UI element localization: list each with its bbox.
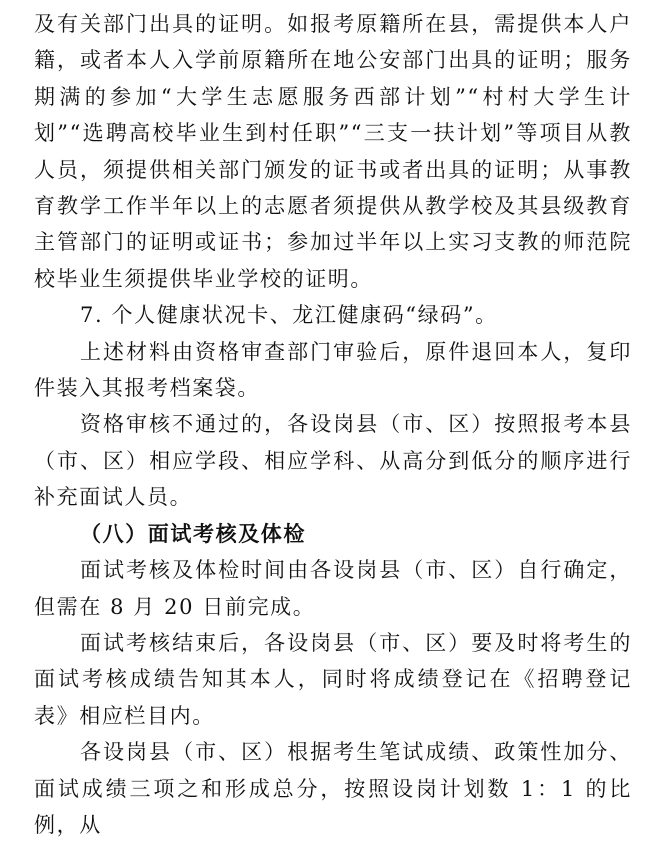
section-heading-interview-physical: （八）面试考核及体检 <box>80 521 306 546</box>
paragraph-exam-schedule: 面试考核及体检时间由各设岗县（市、区）自行确定，但需在 8 月 20 日前完成。 <box>34 558 632 619</box>
paragraph-supplementary-interview: 资格审核不通过的，各设岗县（市、区）按照报考本县（市、区）相应学段、相应学科、从高分到低分的顺序进行补充面试人员。 <box>34 412 632 510</box>
paragraph-required-certificates: 及有关部门出具的证明。如报考原籍所在县，需提供本人户籍，或者本人入学前原籍所在地公安部门出具的证明；服务期满的参加“大学生志愿服务西部计划”“村村大学生计划”“选聘高校毕业生到村任职”“三支一扶计划”等项目从教人员，须提供相关部门颁发的证书或者出具的证明；从事教育教学工作半年以上的志愿者须提供从教学校及其县级教育主管部门的证明或证书；参加过半年以上实习支教的师范院校毕业生须提供毕业学校的证明。 <box>34 12 632 291</box>
paragraph-total-score: 各设岗县（市、区）根据考生笔试成绩、政策性加分、面试成绩三项之和形成总分，按照设岗计划数 1：1 的比例，从 <box>34 740 632 837</box>
paragraph-health-card: 7. 个人健康状况卡、龙江健康码“绿码”。 <box>80 303 498 328</box>
paragraph-materials-review: 上述材料由资格审查部门审验后，原件退回本人，复印件装入其报考档案袋。 <box>34 339 632 401</box>
document-page <box>34 6 632 843</box>
paragraph-score-notification: 面试考核结束后，各设岗县（市、区）要及时将考生的面试考核成绩告知其本人，同时将成绩登记在《招聘登记表》相应栏目内。 <box>34 630 632 728</box>
